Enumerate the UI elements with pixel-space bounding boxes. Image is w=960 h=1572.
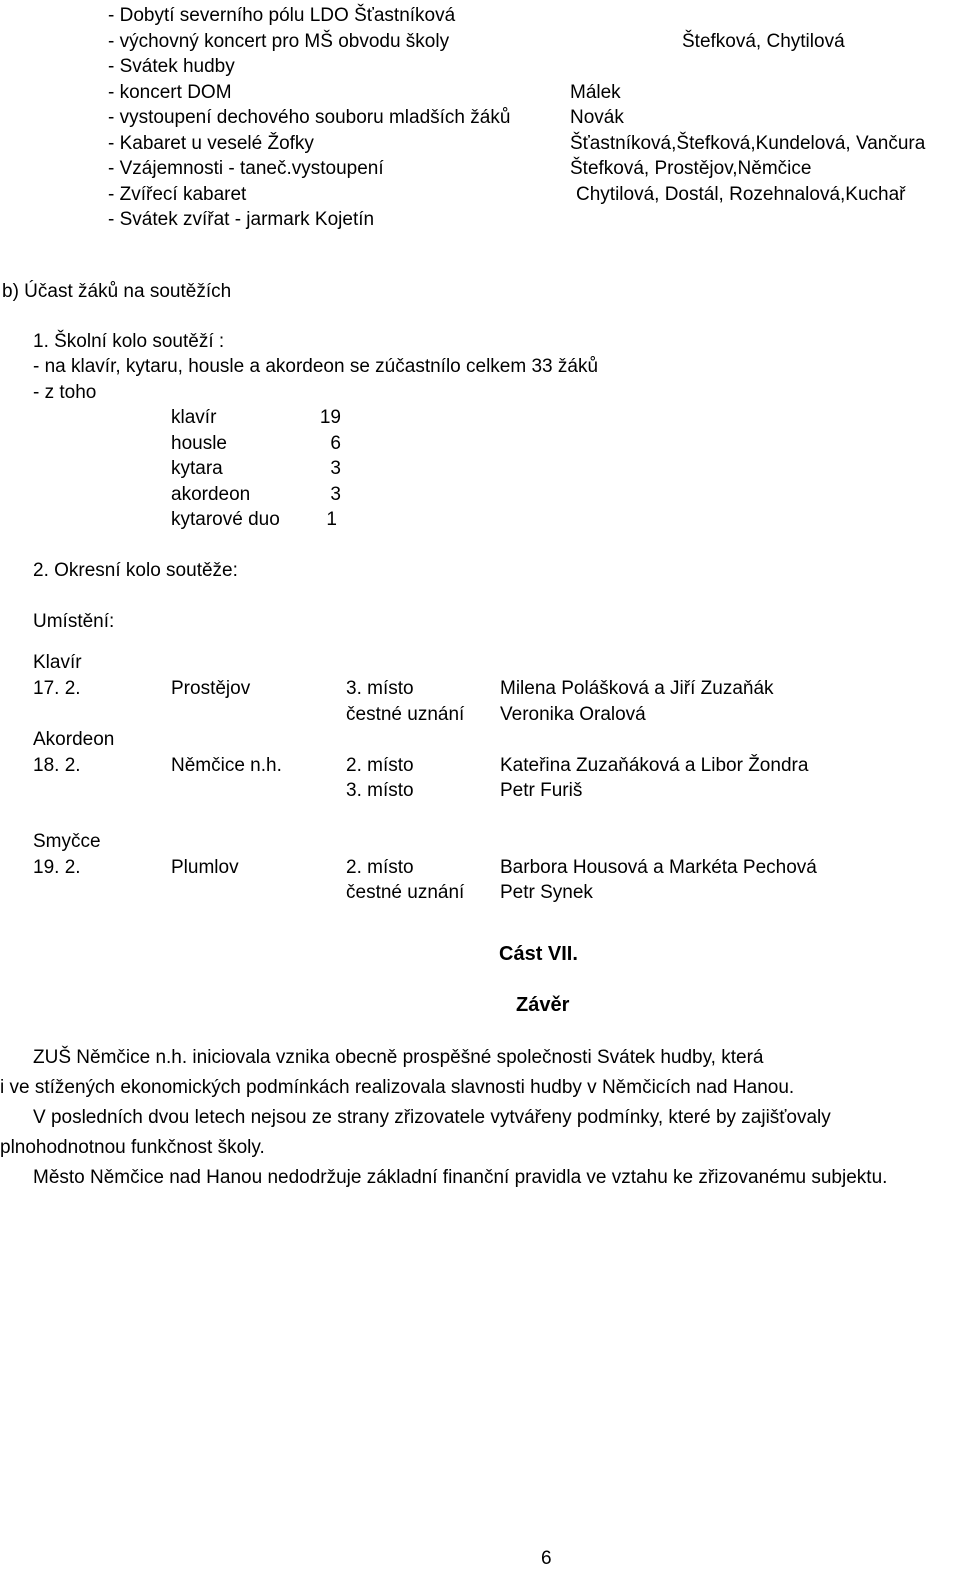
stat-instrument: kytarové duo <box>171 509 280 530</box>
category-label: Smyčce <box>33 831 101 852</box>
result-rank: čestné uznání <box>346 704 465 725</box>
event-row <box>108 105 960 131</box>
stat-count: 6 <box>330 432 341 454</box>
event-name: - Vzájemnosti - taneč.vystoupení <box>108 158 384 179</box>
conclusion-line: ZUŠ Němčice n.h. iniciovala vznika obecně prospěšné společnosti Svátek hudby, která <box>33 1047 764 1068</box>
event-row <box>108 54 960 80</box>
section-b-heading: b) Účast žáků na soutěžích <box>2 281 232 302</box>
result-names: Milena Polášková a Jiří Zuzaňák <box>500 678 774 699</box>
part-heading: Cást VII. <box>499 943 578 965</box>
event-name: - Svátek zvířat - jarmark Kojetín <box>108 209 375 230</box>
event-row <box>108 3 960 29</box>
event-name: - vystoupení dechového souboru mladších žáků <box>108 107 511 128</box>
event-row <box>108 207 960 233</box>
school-round-line1: - na klavír, kytaru, housle a akordeon se zúčastnílo celkem 33 žáků <box>33 356 599 377</box>
conclusion-text <box>0 1045 960 1195</box>
event-row <box>108 182 960 208</box>
result-names: Barbora Housová a Markéta Pechová <box>500 857 817 878</box>
district-round-title: 2. Okresní kolo soutěže: <box>33 560 238 581</box>
conclusion-line: V posledních dvou letech nejsou ze strany zřizovatele vytvářeny podmínky, které by zajišťovaly <box>33 1107 831 1128</box>
stat-instrument: housle <box>171 432 227 454</box>
school-round-title: 1. Školní kolo soutěží : <box>33 331 225 352</box>
stat-count: 3 <box>330 483 341 505</box>
result-rank: 3. místo <box>346 678 414 699</box>
stat-row <box>171 405 341 431</box>
conclusion-line: i ve stížených ekonomických podmínkách realizovala slavnosti hudby v Němčicích nad Hanou. <box>0 1077 795 1098</box>
result-names: Veronika Oralová <box>500 704 646 725</box>
event-row <box>108 29 960 55</box>
result-place: Prostějov <box>171 678 251 699</box>
result-rank: 2. místo <box>346 755 414 776</box>
result-date: 17. 2. <box>33 678 81 699</box>
stat-row <box>171 456 341 482</box>
school-round-line2: - z toho <box>33 382 97 403</box>
stat-count: 1 <box>326 509 337 530</box>
result-rank: 2. místo <box>346 857 414 878</box>
event-row <box>108 80 960 106</box>
event-row <box>108 131 960 157</box>
result-names: Kateřina Zuzaňáková a Libor Žondra <box>500 755 809 776</box>
result-place: Němčice n.h. <box>171 755 282 776</box>
category-label: Akordeon <box>33 729 115 750</box>
event-name: - Zvířecí kabaret <box>108 183 247 205</box>
result-place: Plumlov <box>171 857 239 878</box>
result-names: Petr Furiš <box>500 780 583 801</box>
event-organizers: Šťastníková,Štefková,Kundelová, Vančura <box>570 132 926 154</box>
stat-instrument: klavír <box>171 407 217 428</box>
event-name: - Svátek hudby <box>108 56 235 77</box>
page-number: 6 <box>541 1548 552 1569</box>
event-row <box>108 156 960 182</box>
conclusion-line: plnohodnotnou funkčnost školy. <box>0 1137 265 1158</box>
stat-row <box>171 482 341 508</box>
stat-instrument: akordeon <box>171 483 251 505</box>
event-organizers: Novák <box>570 107 624 128</box>
stat-row <box>171 431 341 457</box>
result-date: 18. 2. <box>33 755 81 776</box>
events-list <box>108 3 960 233</box>
event-name: - Kabaret u veselé Žofky <box>108 132 314 154</box>
event-name: - výchovný koncert pro MŠ obvodu školy <box>108 30 450 52</box>
instrument-stats <box>171 405 341 533</box>
event-organizers: Štefková, Chytilová <box>682 30 845 52</box>
stat-row <box>171 507 341 533</box>
event-organizers: Štefková, Prostějov,Němčice <box>570 158 812 179</box>
result-date: 19. 2. <box>33 857 81 878</box>
event-organizers: Málek <box>570 81 621 103</box>
stat-count: 19 <box>319 407 341 428</box>
event-name: - koncert DOM <box>108 81 232 103</box>
category-label: Klavír <box>33 652 82 673</box>
result-rank: čestné uznání <box>346 882 465 903</box>
placement-label: Umístění: <box>33 611 115 632</box>
result-names: Petr Synek <box>500 882 593 903</box>
result-rank: 3. místo <box>346 780 414 801</box>
conclusion-heading: Závěr <box>516 994 570 1016</box>
event-name: - Dobytí severního pólu LDO Šťastníková <box>108 5 456 26</box>
stat-count: 3 <box>330 458 341 479</box>
conclusion-line: Město Němčice nad Hanou nedodržuje základní finanční pravidla ve vztahu ke zřizovanému subjektu. <box>33 1167 888 1188</box>
stat-instrument: kytara <box>171 458 223 479</box>
event-organizers: Chytilová, Dostál, Rozehnalová,Kuchař <box>576 183 906 205</box>
